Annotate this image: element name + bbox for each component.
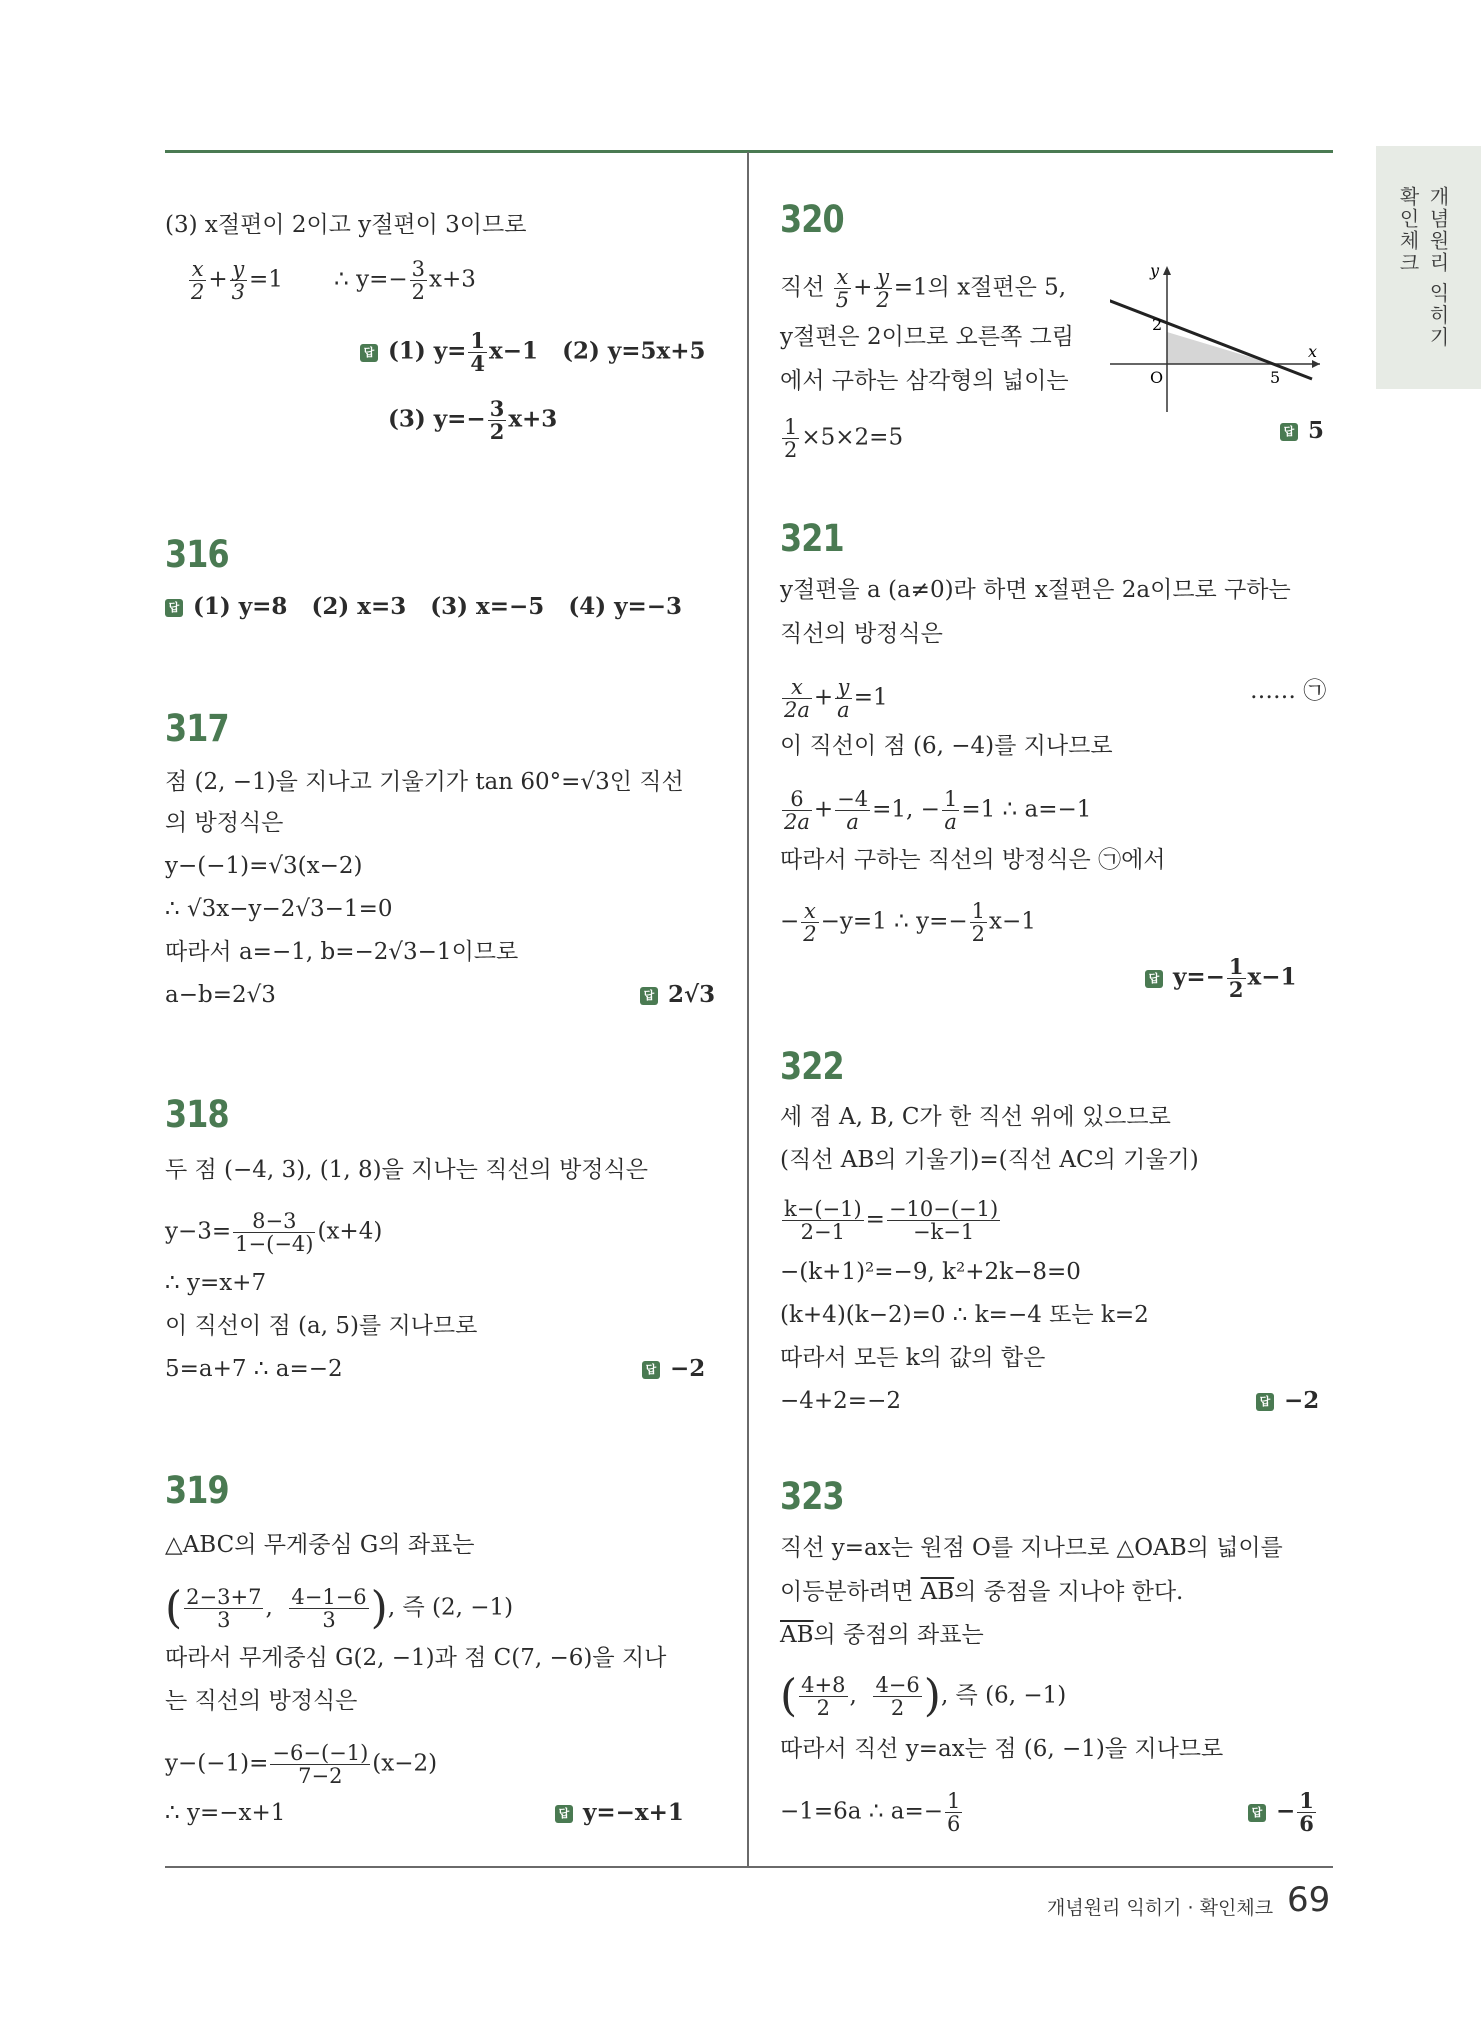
frac-den: 2−1 [782, 1220, 864, 1243]
side-tab [1376, 146, 1481, 389]
problem-number: 317 [165, 707, 229, 750]
eq-therefore: ∴ y=− [334, 266, 408, 293]
frac-num: −10−(−1) [888, 1197, 999, 1221]
answer-mark-icon: 답 [1145, 970, 1163, 988]
equation-line: $\frac{k-(-1)}{2-1}$ = $\frac{-10-(-1)}{-k-1}$ [784, 1197, 999, 1244]
answer-line: 답 − $\frac{1}{6}$ [1248, 1790, 1318, 1835]
eq-text: =1, − [872, 796, 940, 823]
text-line: (3) x절편이 2이고 y절편이 3이므로 [165, 212, 527, 238]
problem-number: 323 [780, 1475, 844, 1518]
x-arrow-icon [1312, 360, 1320, 368]
eq-text: , 즉 (6, −1) [940, 1682, 1067, 1709]
x-tick-label: 5 [1270, 368, 1281, 387]
eq-after: x+3 [428, 266, 476, 293]
equation-line: −1=6a ∴ a=− $\frac{1}{6}$ [780, 1789, 961, 1836]
frac-den: −k−1 [887, 1220, 1000, 1243]
text-line: a−b=2√3 [165, 982, 276, 1008]
answer-mark-icon: 답 [640, 987, 658, 1005]
ans-text: x−1 [1247, 963, 1297, 991]
page-number: 69 [1287, 1880, 1331, 1920]
frac-den: 7−2 [270, 1764, 370, 1787]
text-line: 따라서 직선 y=ax는 점 (6, −1)을 지나므로 [780, 1736, 1224, 1762]
equation-line: $\frac{x}{2a}$ + $\frac{y}{a}$ =1 [784, 675, 888, 722]
origin-label: O [1150, 368, 1164, 387]
ans-text: x+3 [508, 405, 558, 433]
equation-line: ( $\frac{2-3+7}{3}$ , $\frac{4-1-6}{3}$ ), 즉 (2, −1) [165, 1582, 514, 1634]
text-line: 따라서 구하는 직선의 방정식은 ㉠에서 [780, 847, 1166, 873]
text-line: ∴ y=x+7 [165, 1270, 267, 1296]
bottom-rule [165, 1866, 1333, 1868]
text-line: 두 점 (−4, 3), (1, 8)을 지나는 직선의 방정식은 [165, 1157, 648, 1183]
answer-line: 답 y=− $\frac{1}{2}$ x−1 [1145, 956, 1297, 1001]
frac-num: 4+8 [801, 1673, 846, 1697]
top-rule [165, 150, 1333, 153]
eq-text: x−1 [989, 908, 1036, 935]
segment-label: $\overline{AB}$ [780, 1622, 814, 1648]
eq-text: =1 ∴ a=−1 [961, 796, 1092, 823]
x-axis-label: x [1308, 342, 1318, 361]
equation-line: $\frac{1}{2}$ ×5×2=5 [784, 415, 904, 462]
frac-den: 1−(−4) [235, 1232, 314, 1256]
eq-text: y−3= [165, 1218, 232, 1245]
ans-text: (2) y=5x+5 [562, 337, 706, 365]
ans-text: x−1 [489, 337, 539, 365]
frac-num: 8−3 [252, 1209, 297, 1233]
answer-line: (3) y=− $\frac{3}{2}$ x+3 [388, 396, 558, 444]
ans-text: (1) y= [388, 337, 467, 365]
equation-line [165, 1742, 437, 1787]
answer-line: 답 (1) y= $\frac{1}{4}$ x−1 (2) y=5x+5 [360, 330, 705, 375]
ans-text: − [1276, 1797, 1296, 1825]
eq-text: −1=6a ∴ a=− [780, 1798, 944, 1825]
eq-text: ×5×2=5 [801, 424, 904, 451]
text-part: 의 중점을 지나야 한다. [954, 1579, 1184, 1605]
text-line: 직선의 방정식은 [780, 621, 943, 647]
problem-number: 320 [780, 198, 844, 241]
y-tick-label: 2 [1152, 315, 1163, 334]
text-line: y−(−1)=√3(x−2) [165, 853, 363, 879]
answer-mark-icon: 답 [360, 344, 378, 362]
ans-text: (2) x=3 [311, 593, 407, 620]
text-line: −4+2=−2 [780, 1388, 901, 1414]
equation-line: − $\frac{x}{2}$ −y=1 ∴ y=− $\frac{1}{2}$ x−1 [780, 899, 1036, 946]
text-line: y절편을 a (a≠0)라 하면 x절편은 2a이므로 구하는 [780, 577, 1291, 603]
text-line: 에서 구하는 삼각형의 넓이는 [780, 368, 1069, 394]
answer-line [1256, 1386, 1319, 1416]
side-tab-line1: 개념원리 익히기 [1426, 186, 1450, 349]
intercept-graph [1110, 262, 1320, 412]
answer-mark-icon: 답 [1248, 1804, 1266, 1822]
answer-line [1280, 416, 1324, 446]
equation-line: ( $\frac{4+8}{2}$ , $\frac{4-6}{2}$ ), 즉 (6, −1) [780, 1670, 1067, 1722]
eq-text: (x−2) [372, 1750, 438, 1777]
ans-text: −2 [1284, 1387, 1320, 1414]
text-line: (k+4)(k−2)=0 ∴ k=−4 또는 k=2 [780, 1302, 1149, 1328]
segment-label: $\overline{AB}$ [920, 1579, 955, 1605]
equation-line [165, 1210, 382, 1255]
y-arrow-icon [1163, 266, 1171, 275]
problem-number: 322 [780, 1045, 844, 1088]
ans-text: −2 [670, 1355, 706, 1382]
equation-line: $\frac{x}{2}$ + $\frac{y}{3}$ =1 ∴ y=− $\frac{3}{2}$ x+3 [191, 257, 476, 304]
text-line: y절편은 2이므로 오른쪽 그림 [780, 324, 1074, 350]
frac-num: 4−6 [875, 1673, 920, 1697]
answer-line [555, 1798, 684, 1828]
problem-number: 318 [165, 1093, 229, 1136]
text-line: 5=a+7 ∴ a=−2 [165, 1356, 343, 1382]
answer-mark-icon: 답 [1280, 423, 1298, 441]
footer-text: 개념원리 익히기 · 확인체크 [1047, 1897, 1274, 1919]
eq-text: , 즉 (2, −1) [387, 1594, 514, 1621]
frac-num: k−(−1) [784, 1197, 862, 1221]
frac-num: −6−(−1) [272, 1741, 369, 1765]
answer-mark-icon: 답 [642, 1361, 660, 1379]
equation-line: 직선 $\frac{x}{5}$ + $\frac{y}{2}$ =1의 x절편은 5, [780, 265, 1067, 312]
eq-text: −y=1 ∴ y=− [820, 908, 968, 935]
text-line: (직선 AB의 기울기)=(직선 AC의 기울기) [780, 1147, 1199, 1173]
equation-line: $\frac{6}{2a}$ + $\frac{-4}{a}$ =1, − $\frac{1}{a}$ =1 ∴ a=−1 [784, 787, 1092, 834]
text-part: 이등분하려면 [780, 1579, 921, 1605]
line-graph [1110, 297, 1312, 379]
ans-text: y=−x+1 [583, 1799, 684, 1826]
column-divider [747, 152, 749, 1867]
text-line: 세 점 A, B, C가 한 직선 위에 있으므로 [780, 1104, 1171, 1130]
eq-text: =1 [249, 266, 283, 293]
frac-num: 2−3+7 [186, 1585, 262, 1609]
eq-text: (x+4) [317, 1218, 383, 1245]
problem-number: 319 [165, 1469, 229, 1512]
side-tab-line2: 확인체크 [1396, 186, 1420, 274]
equation-mark: …… ㉠ [1250, 678, 1327, 704]
ans-text: (4) y=−3 [568, 593, 683, 620]
text-line: △ABC의 무게중심 G의 좌표는 [165, 1532, 475, 1558]
text-line: 따라서 a=−1, b=−2√3−1이므로 [165, 939, 519, 965]
answer-line [165, 592, 682, 622]
text-line [780, 1620, 984, 1650]
ans-text: (3) y=− [388, 405, 486, 433]
text-part: 의 중점의 좌표는 [813, 1622, 984, 1648]
eq-text: 직선 [780, 274, 825, 301]
answer-mark-icon: 답 [165, 599, 183, 617]
text-line: 이 직선이 점 (6, −4)를 지나므로 [780, 733, 1113, 759]
ans-text: 2√3 [668, 981, 716, 1008]
ans-text: (3) x=−5 [430, 593, 545, 620]
text-line: 따라서 모든 k의 값의 합은 [780, 1345, 1046, 1371]
text-line: 직선 y=ax는 원점 O를 지나므로 △OAB의 넓이를 [780, 1535, 1283, 1561]
answer-line [642, 1354, 705, 1384]
frac-num: 4−1−6 [291, 1585, 367, 1609]
ans-text: (1) y=8 [193, 593, 288, 620]
text-line: 따라서 무게중심 G(2, −1)과 점 C(7, −6)을 지나 [165, 1645, 667, 1671]
eq-text: =1의 x절편은 5, [893, 274, 1067, 301]
y-axis-label: y [1150, 262, 1160, 280]
eq-text: y−(−1)= [165, 1750, 269, 1777]
answer-line [640, 980, 715, 1010]
text-line: 의 방정식은 [165, 810, 284, 836]
problem-number: 316 [165, 533, 229, 576]
text-line: 는 직선의 방정식은 [165, 1688, 358, 1714]
text-line [780, 1577, 1183, 1607]
text-line: −(k+1)²=−9, k²+2k−8=0 [780, 1259, 1081, 1285]
answer-mark-icon: 답 [555, 1805, 573, 1823]
answer-mark-icon: 답 [1256, 1393, 1274, 1411]
ans-text: y=− [1173, 963, 1225, 991]
text-line: ∴ y=−x+1 [165, 1800, 286, 1826]
text-line: 이 직선이 점 (a, 5)를 지나므로 [165, 1313, 478, 1339]
problem-number: 321 [780, 517, 844, 560]
ans-text: 5 [1308, 417, 1325, 444]
text-line: ∴ √3x−y−2√3−1=0 [165, 896, 393, 922]
text-line: 점 (2, −1)을 지나고 기울기가 tan 60°=√3인 직선 [165, 769, 684, 795]
